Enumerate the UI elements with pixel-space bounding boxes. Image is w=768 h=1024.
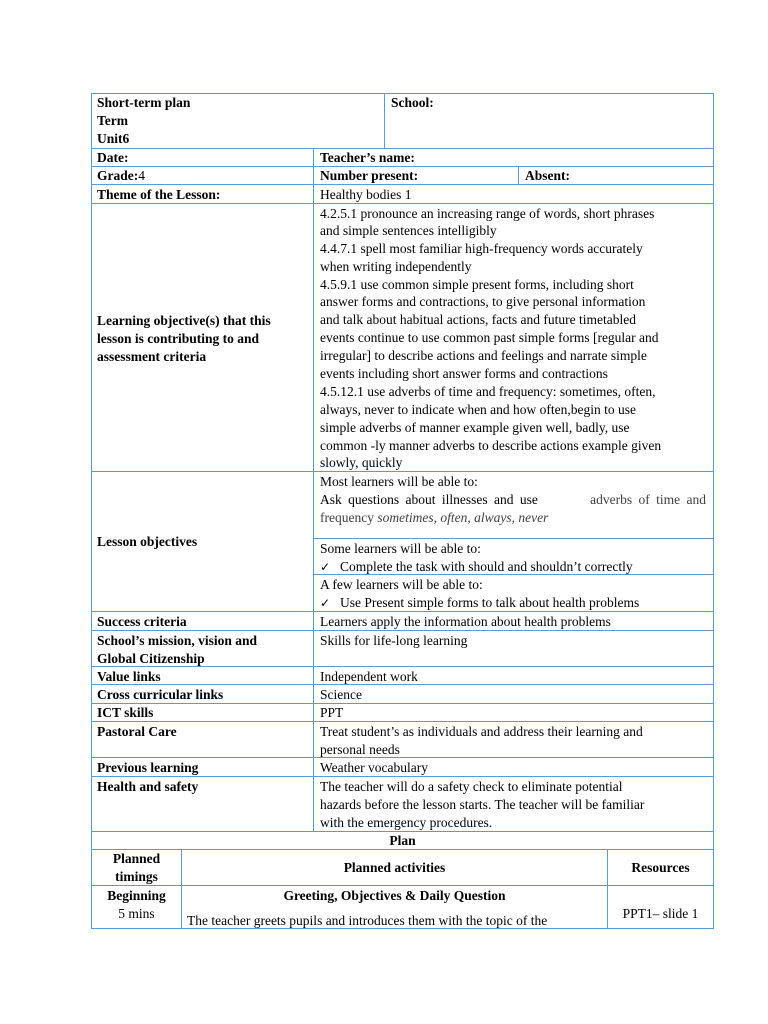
cross-curricular-label: Cross curricular links bbox=[97, 687, 224, 702]
some-learners-intro: Some learners will be able to: bbox=[320, 541, 481, 556]
few-learners-intro: A few learners will be able to: bbox=[320, 577, 483, 592]
health-safety-value-line: with the emergency procedures. bbox=[320, 815, 493, 830]
mission-label-line: Global Citizenship bbox=[97, 651, 205, 666]
theme-label: Theme of the Lesson: bbox=[97, 187, 221, 202]
plan-title-line: Short-term plan bbox=[97, 95, 191, 110]
row1-activity-text: The teacher greets pupils and introduces them with the topic of the bbox=[187, 913, 548, 928]
grade-field bbox=[97, 167, 145, 185]
value-links-value: Independent work bbox=[320, 669, 418, 684]
learning-objectives-label-line: assessment criteria bbox=[97, 349, 207, 364]
col-activities: Planned activities bbox=[343, 860, 446, 875]
grade-value: 4 bbox=[138, 168, 145, 183]
objective-line: 4.4.7.1 spell most familiar high-frequency words accurately bbox=[320, 241, 643, 256]
objective-line: always, never to indicate when and how often,begin to use bbox=[320, 402, 637, 417]
check-icon: ✓ bbox=[320, 596, 331, 610]
most-learners-intro: Most learners will be able to: bbox=[320, 474, 478, 489]
pastoral-care-value-line: Treat student’s as individuals and address their learning and bbox=[320, 724, 643, 739]
some-learners-item bbox=[320, 558, 633, 577]
theme-value: Healthy bodies 1 bbox=[320, 187, 412, 202]
absent-label: Absent: bbox=[525, 168, 571, 183]
objective-line: events continue to use common past simple forms [regular and bbox=[320, 330, 659, 345]
col-timings-line: Planned bbox=[112, 851, 161, 866]
col-resources: Resources bbox=[631, 860, 690, 875]
ict-skills-label: ICT skills bbox=[97, 705, 154, 720]
health-safety-value-line: hazards before the lesson starts. The teacher will be familiar bbox=[320, 797, 645, 812]
most-learners-line1 bbox=[320, 491, 706, 509]
term-label: Term bbox=[97, 113, 128, 128]
objective-line: common -ly manner adverbs to describe actions example given bbox=[320, 438, 662, 453]
objective-line: 4.5.12.1 use adverbs of time and frequency: sometimes, often, bbox=[320, 384, 656, 399]
lesson-objectives-label: Lesson objectives bbox=[97, 534, 198, 549]
objective-line: answer forms and contractions, to give personal information bbox=[320, 294, 646, 309]
mission-label-line: School’s mission, vision and bbox=[97, 633, 258, 648]
success-criteria-label: Success criteria bbox=[97, 614, 187, 629]
cell-ict-value bbox=[313, 703, 714, 722]
objective-line: and simple sentences intelligibly bbox=[320, 223, 497, 238]
few-learners-item bbox=[320, 594, 639, 613]
objective-line: 4.2.5.1 pronounce an increasing range of words, short phrases bbox=[320, 206, 655, 221]
grade-label: Grade: bbox=[97, 168, 139, 183]
unit-label: Unit6 bbox=[97, 131, 130, 146]
most-learners-text-b: adverbs of time and bbox=[590, 492, 706, 507]
teacher-name-label: Teacher’s name: bbox=[320, 150, 415, 165]
health-safety-label: Health and safety bbox=[97, 779, 199, 794]
objective-line: when writing independently bbox=[320, 259, 472, 274]
learning-objectives-label-line: Learning objective(s) that this bbox=[97, 313, 271, 328]
few-learners-item-text: Use Present simple forms to talk about health problems bbox=[340, 595, 640, 610]
plan-title: Plan bbox=[389, 833, 416, 848]
cell-cross-value bbox=[313, 684, 714, 704]
date-label: Date: bbox=[97, 150, 129, 165]
most-learners-adverbs: sometimes, often, always, never bbox=[377, 510, 549, 525]
objective-line: and talk about habitual actions, facts and future timetabled bbox=[320, 312, 637, 327]
most-learners-frequency: frequency bbox=[320, 510, 374, 525]
health-safety-value-line: The teacher will do a safety check to eliminate potential bbox=[320, 779, 623, 794]
row1-activity-title: Greeting, Objectives & Daily Question bbox=[283, 888, 506, 903]
mission-value: Skills for life-long learning bbox=[320, 633, 468, 648]
ict-skills-value: PPT bbox=[320, 705, 344, 720]
objective-line: events including short answer forms and contractions bbox=[320, 366, 608, 381]
pastoral-care-label: Pastoral Care bbox=[97, 724, 177, 739]
value-links-label: Value links bbox=[97, 669, 161, 684]
row1-timing-title: Beginning bbox=[107, 888, 166, 903]
some-learners-item-text: Complete the task with should and shouldn’t correctly bbox=[340, 559, 633, 574]
col-timings-line: timings bbox=[115, 869, 158, 884]
objective-line: 4.5.9.1 use common simple present forms, including short bbox=[320, 277, 634, 292]
objective-line: irregular] to describe actions and feelings and narrate simple bbox=[320, 348, 647, 363]
previous-learning-value: Weather vocabulary bbox=[320, 760, 428, 775]
row1-timing-value: 5 mins bbox=[118, 906, 155, 921]
learning-objectives-label-line: lesson is contributing to and bbox=[97, 331, 260, 346]
objective-line: slowly, quickly bbox=[320, 455, 403, 470]
row1-resource: PPT1– slide 1 bbox=[622, 906, 699, 921]
most-learners-line2 bbox=[320, 509, 548, 527]
number-present-label: Number present: bbox=[320, 168, 419, 183]
objective-line: simple adverbs of manner example given well, badly, use bbox=[320, 420, 630, 435]
success-criteria-value: Learners apply the information about health problems bbox=[320, 614, 611, 629]
school-label: School: bbox=[391, 95, 434, 110]
previous-learning-label: Previous learning bbox=[97, 760, 199, 775]
cross-curricular-value: Science bbox=[320, 687, 362, 702]
check-icon: ✓ bbox=[320, 560, 331, 574]
most-learners-text-a: Ask questions about illnesses and use bbox=[320, 492, 538, 507]
pastoral-care-value-line: personal needs bbox=[320, 742, 400, 757]
